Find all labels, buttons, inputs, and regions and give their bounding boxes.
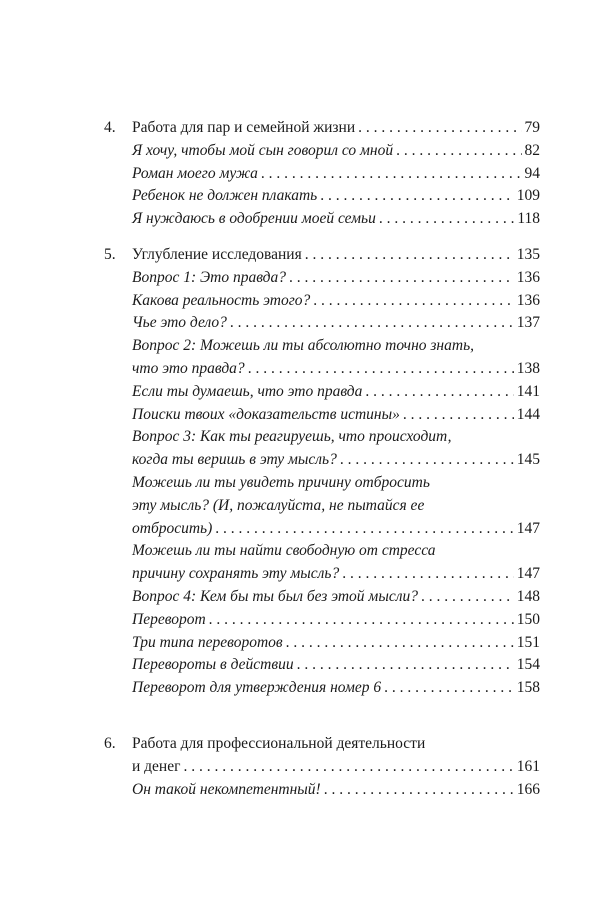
- leader-dots: [286, 632, 514, 655]
- page-number: 166: [516, 780, 540, 798]
- leader-dots: [297, 654, 514, 677]
- toc-entry-line1[interactable]: [104, 335, 540, 358]
- toc-entry-line1[interactable]: [104, 472, 540, 495]
- toc-entry[interactable]: [104, 312, 540, 335]
- chapter-number: 6.: [104, 735, 116, 752]
- leader-dots: [421, 586, 514, 609]
- chapter-title: Углубление исследования: [132, 246, 302, 263]
- entry-title-line1: Можешь ли ты увидеть причину отбросить: [132, 473, 430, 491]
- leader-dots: [230, 312, 514, 335]
- leader-dots: [379, 208, 514, 231]
- chapter-number: 4.: [104, 119, 116, 136]
- toc-chapter-6: [104, 733, 540, 801]
- leader-dots: [358, 117, 521, 140]
- leader-dots: [342, 563, 514, 586]
- page-number: 145: [516, 451, 540, 469]
- page-number: 94: [524, 164, 540, 182]
- leader-dots: [209, 609, 514, 632]
- entry-title: Он такой некомпетентный!: [132, 780, 321, 798]
- page-number: 161: [516, 757, 540, 775]
- page-number: 141: [516, 382, 540, 400]
- page-number: 150: [516, 610, 540, 628]
- entry-title: Какова реальность этого?: [132, 291, 311, 309]
- leader-dots: [324, 779, 514, 802]
- entry-title-line2: эту мысль? (И, пожалуйста, не пытайся ее: [132, 496, 425, 514]
- toc-entry[interactable]: [104, 140, 540, 163]
- entry-title: Переворот для утверждения номер 6: [132, 679, 382, 697]
- toc-entry-line1[interactable]: [104, 426, 540, 449]
- entry-title: Чье это дело?: [132, 314, 227, 332]
- toc-entry-line1[interactable]: [104, 540, 540, 563]
- leader-dots: [403, 404, 514, 427]
- toc-chapter-4: [104, 117, 540, 231]
- toc-entry[interactable]: [104, 290, 540, 313]
- chapter-title: Работа для пар и семейной жизни: [132, 119, 356, 136]
- page-number: 79: [524, 119, 540, 136]
- leader-dots: [289, 267, 514, 290]
- entry-title: Я нуждаюсь в одобрении моей семьи: [132, 210, 376, 228]
- page-number: 144: [516, 405, 540, 423]
- entry-title-line1: Можешь ли ты найти свободную от стресса: [132, 542, 436, 560]
- leader-dots: [261, 163, 522, 186]
- page-number: 158: [516, 679, 540, 697]
- leader-dots: [183, 756, 513, 779]
- leader-dots: [365, 381, 513, 404]
- toc-entry[interactable]: [104, 358, 540, 381]
- page-number: 136: [516, 268, 540, 286]
- entry-title: отбросить): [132, 519, 213, 537]
- page-number: 148: [516, 587, 540, 605]
- leader-dots: [215, 518, 513, 541]
- page-number: 147: [516, 565, 540, 583]
- toc-chapter-5: [104, 244, 540, 700]
- toc-entry[interactable]: [104, 563, 540, 586]
- leader-dots: [384, 677, 514, 700]
- toc-entry[interactable]: [104, 381, 540, 404]
- entry-title: Вопрос 1: Это правда?: [132, 268, 287, 286]
- chapter-title-line1: Работа для профессиональной деятельности: [132, 735, 426, 752]
- entry-title: что это правда?: [132, 359, 245, 377]
- entry-title: Вопрос 4: Кем бы ты был без этой мысли?: [132, 587, 418, 605]
- page-number: 147: [516, 519, 540, 537]
- page-number: 154: [516, 656, 540, 674]
- toc-chapter-heading-line1[interactable]: [104, 733, 540, 756]
- toc-entry[interactable]: [104, 518, 540, 541]
- entry-title: Ребенок не должен плакать: [132, 187, 318, 205]
- leader-dots: [305, 244, 514, 267]
- toc-entry[interactable]: [104, 632, 540, 655]
- toc-entry[interactable]: [104, 208, 540, 231]
- leader-dots: [320, 185, 514, 208]
- toc-entry[interactable]: [104, 267, 540, 290]
- page-number: 137: [516, 314, 540, 332]
- leader-dots: [340, 449, 514, 472]
- entry-title: Поиски твоих «доказательств истины»: [132, 405, 400, 423]
- entry-title: причину сохранять эту мысль?: [132, 565, 340, 583]
- page-number: 136: [516, 291, 540, 309]
- toc-entry[interactable]: [104, 586, 540, 609]
- toc-chapter-heading[interactable]: [104, 244, 540, 267]
- entry-title: Три типа переворотов: [132, 633, 283, 651]
- entry-title: Если ты думаешь, что это правда: [132, 382, 363, 400]
- entry-title: Переворот: [132, 610, 206, 628]
- entry-title-line1: Вопрос 3: Как ты реагируешь, что происходит,: [132, 428, 452, 446]
- chapter-title: и денег: [132, 757, 181, 775]
- page-number: 109: [516, 187, 540, 205]
- entry-title: Я хочу, чтобы мой сын говорил со мной: [132, 141, 394, 159]
- page-number: 151: [516, 633, 540, 651]
- page-number: 135: [516, 246, 540, 263]
- toc-entry[interactable]: [104, 449, 540, 472]
- page-number: 82: [524, 141, 540, 159]
- toc-entry[interactable]: [104, 654, 540, 677]
- toc-entry[interactable]: [104, 404, 540, 427]
- toc-entry[interactable]: [104, 609, 540, 632]
- toc-entry[interactable]: [104, 779, 540, 802]
- toc-entry[interactable]: [104, 677, 540, 700]
- toc-entry[interactable]: [104, 163, 540, 186]
- entry-title: Роман моего мужа: [132, 164, 258, 182]
- page-number: 138: [516, 359, 540, 377]
- entry-title: когда ты веришь в эту мысль?: [132, 451, 337, 469]
- leader-dots: [248, 358, 514, 381]
- page-number: 118: [517, 210, 540, 228]
- toc-chapter-heading[interactable]: [104, 756, 540, 779]
- toc-chapter-heading[interactable]: [104, 117, 540, 140]
- entry-title: Перевороты в действии: [132, 656, 294, 674]
- toc-entry[interactable]: [104, 185, 540, 208]
- toc-entry-line2[interactable]: [104, 495, 540, 518]
- leader-dots: [313, 290, 514, 313]
- entry-title-line1: Вопрос 2: Можешь ли ты абсолютно точно знать,: [132, 337, 474, 355]
- chapter-number: 5.: [104, 246, 116, 263]
- leader-dots: [396, 140, 521, 163]
